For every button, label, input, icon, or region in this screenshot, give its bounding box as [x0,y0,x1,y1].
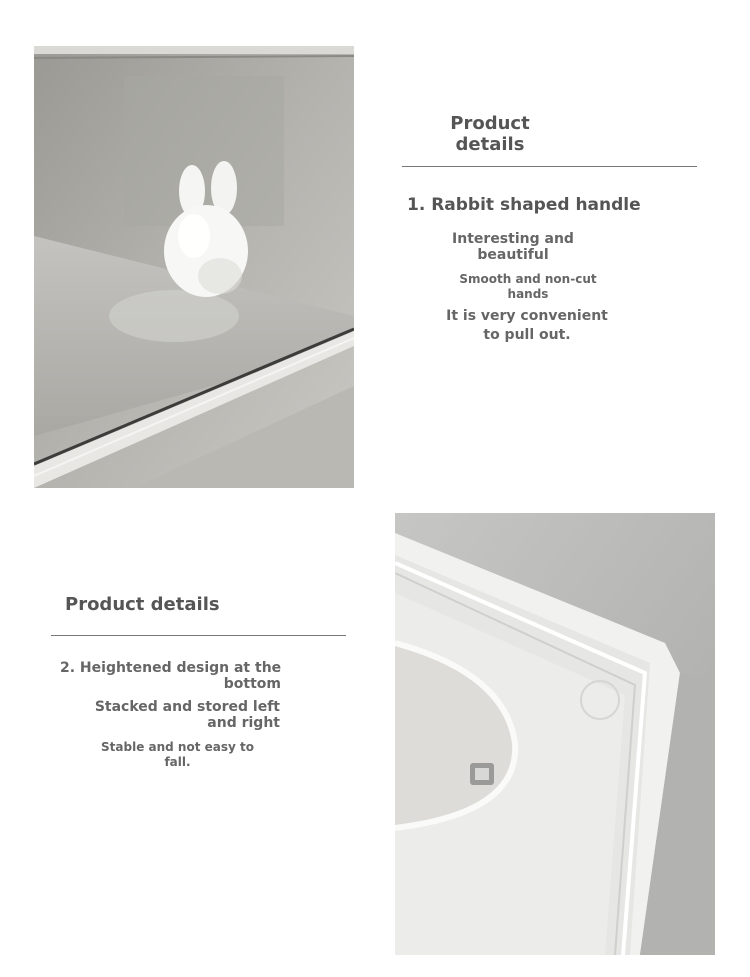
section2-feature-title-a: 2. Heightened design at the [60,660,282,676]
section1-line2b: hands [507,287,549,301]
section1-line3b: to pull out. [483,327,571,343]
section1-line2 [450,272,606,302]
section1-feature-title: 1. Rabbit shaped handle [407,195,641,215]
section1-heading-line2: details [455,134,525,155]
section2-line2a: Stable and not easy to [101,740,254,754]
section1-divider [402,166,697,167]
section1-line3 [445,307,609,345]
section2-feature-title-b: bottom [223,676,281,692]
section2-line2b: fall. [164,755,191,769]
section1-heading [440,113,540,155]
section2-feature-title [60,660,281,692]
section1-line1 [440,231,586,263]
section1-line2a: Smooth and non-cut [459,272,597,286]
section2-heading: Product details [65,594,220,615]
section1-line1a: Interesting and [452,231,574,247]
base-corner-illustration [395,513,715,955]
product-photo-rabbit-handle [34,46,354,488]
section2-line2 [100,740,255,770]
section2-line1a: Stacked and stored left [94,699,280,715]
rabbit-handle-illustration [34,46,354,488]
section1-heading-line1: Product [450,113,530,134]
section2-line1 [90,699,280,731]
section2-line1b: and right [207,715,280,731]
product-photo-base-corner [395,513,715,955]
section2-divider [51,635,346,636]
section1-line3a: It is very convenient [446,308,608,324]
section1-line1b: beautiful [477,247,549,263]
